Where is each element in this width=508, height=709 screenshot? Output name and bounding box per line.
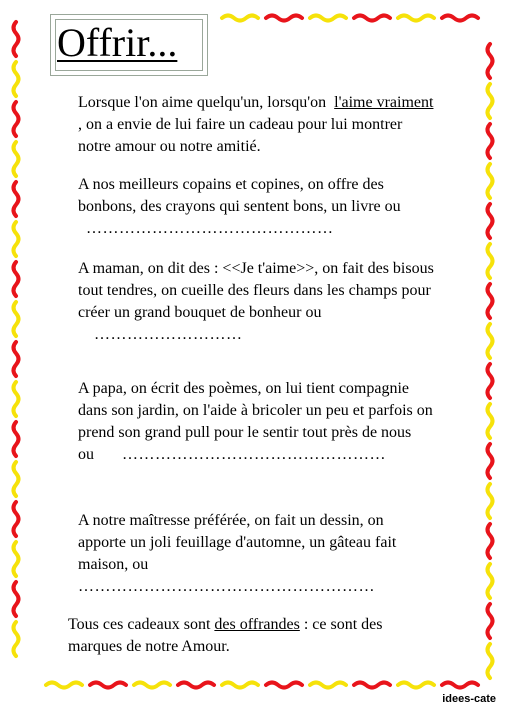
p4-ou: ou (78, 446, 94, 463)
paragraph-conclusion (68, 614, 438, 658)
title-frame (50, 14, 208, 76)
wave-segment (90, 683, 126, 688)
wave-segment (354, 683, 390, 688)
credit-label: idees-cate (442, 693, 496, 705)
p5-text: A notre maîtresse préférée, on fait un dessin, on apporte un joli feuillage d'automne, un gâteau fait maison, ou (78, 512, 397, 573)
wave-segment (14, 622, 19, 656)
paragraph-friends-love (78, 92, 438, 158)
wave-segment (488, 84, 493, 118)
p6-highlight: des offrandes (214, 616, 300, 633)
wave-segment (14, 502, 19, 536)
wave-segment (488, 444, 493, 478)
wave-segment (488, 524, 493, 558)
wave-segment (266, 16, 302, 21)
wave-segment (14, 22, 19, 56)
p4-text: A papa, on écrit des poèmes, on lui tient compagnie dans son jardin, on l'aide à bricoler un peu et parfois on prend son grand pull pour le sentir tout près de nous (78, 380, 433, 441)
page-title: Offrir... (57, 20, 178, 65)
p1-before: Lorsque l'on aime quelqu'un, lorsqu'on (78, 94, 327, 111)
wave-segment (310, 683, 346, 688)
wave-segment (488, 484, 493, 518)
wave-segment (488, 604, 493, 638)
p2-text: A nos meilleurs copains et copines, on offre des bonbons, des crayons qui sentent bons, un livre ou (78, 176, 401, 215)
wave-segment (442, 16, 478, 21)
wave-segment (310, 16, 346, 21)
wave-segment (134, 683, 170, 688)
wave-segment (488, 364, 493, 398)
wave-segment (266, 683, 302, 688)
wave-segment (488, 44, 493, 78)
wave-segment (488, 244, 493, 278)
paragraph-mother (78, 258, 438, 346)
p5-fill-dots: ……………………………………………… (78, 578, 375, 595)
wave-segment (14, 222, 19, 256)
paragraph-teacher (78, 510, 428, 598)
wave-segment (14, 462, 19, 496)
wave-segment (14, 542, 19, 576)
wave-segment (488, 204, 493, 238)
wave-segment (178, 683, 214, 688)
wave-segment (14, 302, 19, 336)
wave-segment (354, 16, 390, 21)
wave-segment (222, 16, 258, 21)
wave-segment (14, 382, 19, 416)
wave-segment (14, 62, 19, 96)
wave-segment (14, 102, 19, 136)
wave-segment (488, 324, 493, 358)
wave-segment (14, 262, 19, 296)
wave-segment (398, 683, 434, 688)
wave-segment (442, 683, 478, 688)
p1-highlight: l'aime vraiment (334, 94, 434, 111)
p3-fill-dots: ……………………… (94, 326, 243, 343)
wave-segment (488, 404, 493, 438)
wave-segment (14, 342, 19, 376)
wave-segment (488, 124, 493, 158)
wave-segment (398, 16, 434, 21)
wave-segment (222, 683, 258, 688)
p6-after: : ce sont des marques de notre Amour. (68, 616, 383, 655)
wave-segment (14, 582, 19, 616)
paragraph-friends (78, 174, 438, 240)
wave-segment (488, 564, 493, 598)
wave-segment (488, 644, 493, 678)
wave-segment (488, 284, 493, 318)
paragraph-father (78, 378, 433, 466)
p1-after: , on a envie de lui faire un cadeau pour lui montrer notre amour ou notre amitié. (78, 116, 403, 155)
wave-segment (488, 164, 493, 198)
wave-segment (14, 142, 19, 176)
p6-before: Tous ces cadeaux sont (68, 616, 211, 633)
wave-segment (14, 182, 19, 216)
wave-segment (46, 683, 82, 688)
p4-fill-dots: ………………………………………… (122, 446, 386, 463)
wave-segment (14, 422, 19, 456)
p3-text: A maman, on dit des : <<Je t'aime>>, on fait des bisous tout tendres, on cueille des fleurs dans les champs pour créer un grand bouquet de bonheur ou (78, 260, 434, 321)
p2-fill-dots: ……………………………………… (86, 220, 334, 237)
